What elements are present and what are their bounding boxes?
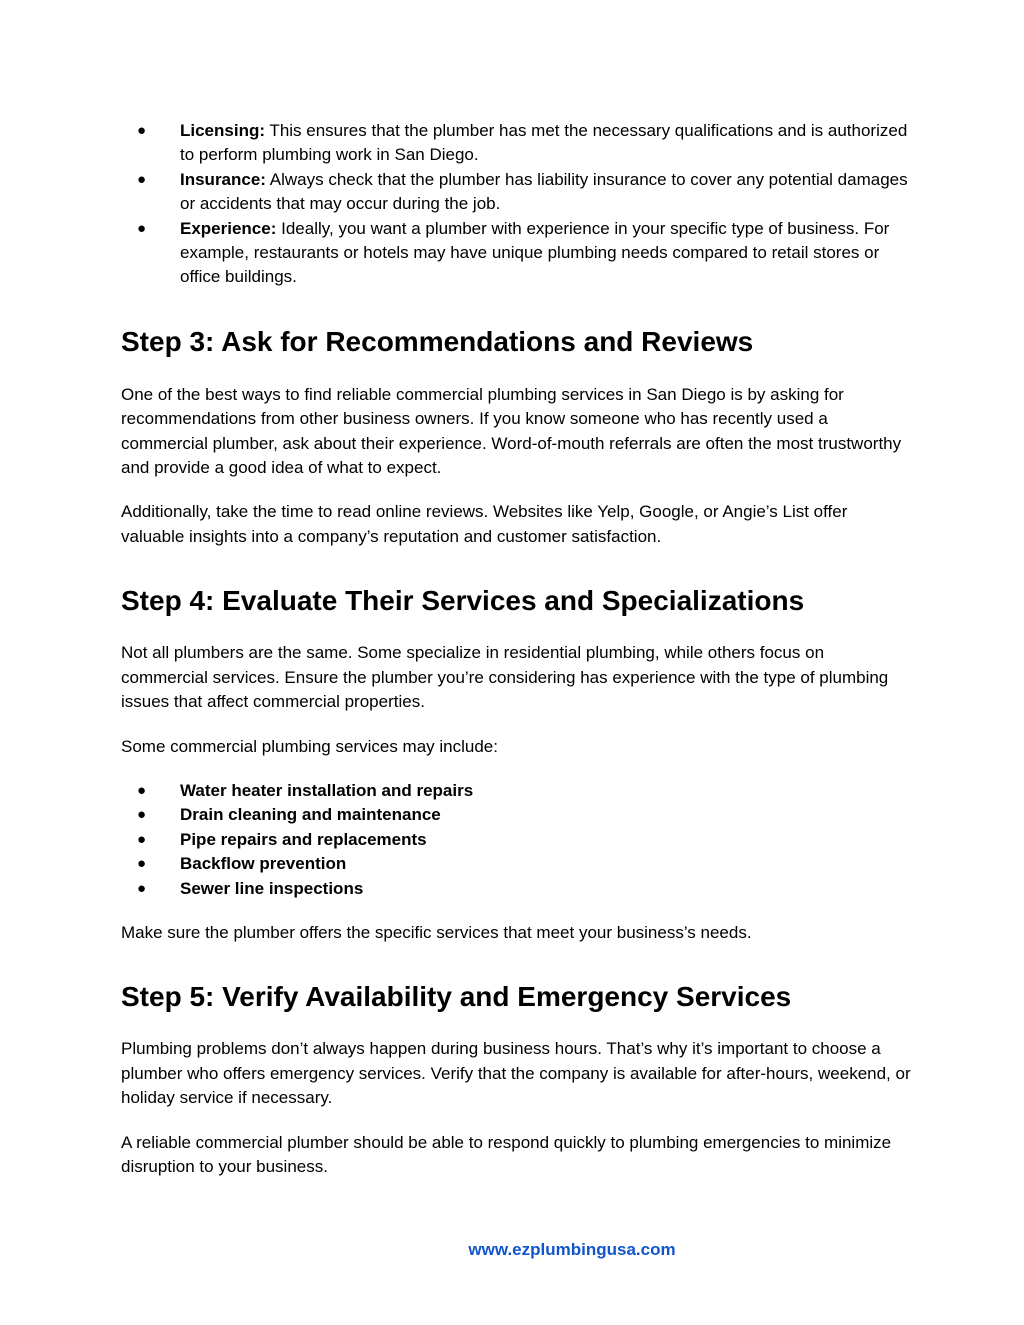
list-item <box>121 119 911 168</box>
bullet-icon: ● <box>137 879 147 897</box>
list-item-text: Ideally, you want a plumber with experience in your specific type of business. For example, restaurants or hotels may have unique plumbing needs compared to retail stores or office buildings. <box>180 218 890 287</box>
bullet-icon: ● <box>137 806 147 824</box>
list-item <box>121 828 911 852</box>
step5-paragraph-2: A reliable commercial plumber should be able to respond quickly to plumbing emergencies to minimize disruption to your business. <box>121 1132 892 1176</box>
step4-paragraph-3: Make sure the plumber offers the specific services that meet your business’s needs. <box>121 922 752 942</box>
list-item-text: Always check that the plumber has liability insurance to cover any potential damages or accidents that may occur during the job. <box>180 169 908 214</box>
list-item <box>121 803 911 827</box>
step4-heading: Step 4: Evaluate Their Services and Specializations <box>121 585 805 617</box>
step4-paragraph-1: Not all plumbers are the same. Some specialize in residential plumbing, while others focus on commercial services. Ensure the plumber you’re considering has experience with the type of plumbing issues that affect commercial properties. <box>121 643 889 712</box>
bullet-icon: ● <box>137 781 147 799</box>
website-link[interactable]: www.ezplumbingusa.com <box>468 1240 676 1259</box>
list-item <box>121 168 911 217</box>
bullet-icon: ● <box>137 170 147 188</box>
step3-paragraph-1: One of the best ways to find reliable commercial plumbing services in San Diego is by asking for recommendations from other business owners. If you know someone who has recently used a commercial plumber, ask about their experience. Word-of-mouth referrals are often the most trustworthy and provide a good idea of what to expect. <box>121 384 902 478</box>
document-page <box>121 119 911 1179</box>
list-item <box>121 779 911 803</box>
service-item: Sewer line inspections <box>180 878 364 898</box>
services-list <box>121 779 911 901</box>
list-item <box>121 877 911 901</box>
list-item-term: Insurance: <box>180 169 266 189</box>
bullet-icon: ● <box>137 219 147 237</box>
step3-paragraph-2: Additionally, take the time to read online reviews. Websites like Yelp, Google, or Angie’s List offer valuable insights into a company’s reputation and customer satisfaction. <box>121 502 848 546</box>
list-item-term: Experience: <box>180 218 277 238</box>
bullet-icon: ● <box>137 122 147 139</box>
step3-heading: Step 3: Ask for Recommendations and Reviews <box>121 325 754 357</box>
service-item: Pipe repairs and replacements <box>180 829 427 849</box>
list-item-term: Licensing: <box>180 121 266 140</box>
step5-paragraph-1: Plumbing problems don’t always happen during business hours. That’s why it’s important to choose a plumber who offers emergency services. Verify that the company is available for after-hours, weekend, or holiday service if necessary. <box>121 1039 911 1108</box>
qualifications-list <box>121 119 911 290</box>
list-item-text: This ensures that the plumber has met the necessary qualifications and is authorized to perform plumbing work in San Diego. <box>180 121 908 165</box>
list-item <box>121 852 911 876</box>
service-item: Backflow prevention <box>180 854 347 874</box>
service-item: Water heater installation and repairs <box>180 780 474 800</box>
service-item: Drain cleaning and maintenance <box>180 805 441 825</box>
page-footer <box>0 1240 1024 1260</box>
step4-paragraph-2: Some commercial plumbing services may include: <box>121 736 498 756</box>
bullet-icon: ● <box>137 855 147 873</box>
step5-heading: Step 5: Verify Availability and Emergency Services <box>121 981 792 1013</box>
list-item <box>121 217 911 290</box>
bullet-icon: ● <box>137 830 147 848</box>
